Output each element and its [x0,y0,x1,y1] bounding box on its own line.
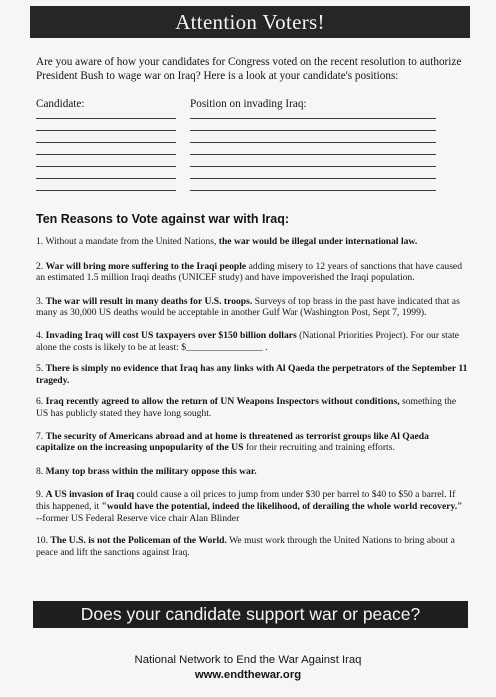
blank-line [190,142,436,143]
reason-number: 9. [36,489,44,501]
reason-text: for their recruiting and training efforts. [243,442,395,454]
blank-line [190,190,436,191]
blank-line [36,118,176,119]
intro-line-1: Are you aware of how your candidates for Congress voted on the recent resolution to authorize [36,56,462,68]
reason-number: 3. [36,295,44,307]
reason-text: could cause a oil prices to jump from under $30 per barrel to $40 to $50 a barrel. If this happened, it [36,489,456,512]
blank-line [190,118,436,119]
reasons-list [36,236,468,558]
title-banner [30,6,470,38]
reason-item [36,363,468,386]
reason-emphasis: Many top brass within the military oppose this war. [45,465,257,477]
reason-emphasis: War will bring more suffering to the Iraqi people [45,260,247,272]
blank-line [36,130,176,131]
reason-text: Surveys of top brass in the past have indicated that as many as 30,000 US deaths would be acceptable in another Gulf War (Washington Post, Sept 7, 1999). [36,295,460,319]
candidate-blanks [36,118,176,202]
reason-text: something the US has publicly stated they have long sought. [36,396,457,419]
reason-emphasis: Invading Iraq will cost US taxpayers over $150 billion dollars [45,329,297,341]
reason-item [36,236,468,248]
reason-emphasis: Iraq recently agreed to allow the return of UN Weapons Inspectors without conditions, [45,396,400,408]
reason-item [36,466,468,478]
reason-item [36,396,468,419]
reason-number: 8. [36,465,44,477]
reason-emphasis: The war will result in many deaths for U.S. troops. [45,295,253,307]
position-blanks [190,118,436,202]
reason-emphasis: "would have the potential, indeed the likelihood, of derailing the whole world recovery." [101,500,463,512]
position-label: Position on invading Iraq: [190,98,307,110]
blank-line [190,154,436,155]
reasons-heading: Ten Reasons to Vote against war with Iraq: [36,212,290,226]
reason-emphasis: the war would be illegal under international law. [218,236,418,247]
intro-line-2: President Bush to wage war on Iraq? Here is a look at your candidate's positions: [36,70,399,82]
cta-text: Does your candidate support war or peace? [80,604,421,624]
blank-line [190,178,436,179]
reason-number: 7. [36,430,44,442]
intro-paragraph [36,55,466,83]
reason-emphasis: The security of Americans abroad and at home is threatened as terrorist groups like Al Qaeda capitalize on the increasing unpopularity of the US [36,430,429,454]
cta-banner [33,601,468,628]
reason-number: 2. [36,260,44,272]
reason-item [36,535,468,558]
blank-line [36,178,176,179]
reason-number: 1. [36,236,44,247]
reason-item [36,261,468,284]
reason-item [36,489,468,524]
reason-number: 6. [36,396,44,408]
reason-text: (National Priorities Project). For our state alone the costs is likely to be at least: $________________ . [36,329,460,353]
reason-number: 4. [36,329,44,341]
reason-item [36,296,468,319]
blank-line [36,166,176,167]
reason-text: Without a mandate from the United Nations, [45,236,219,247]
reason-emphasis: The U.S. is not the Policeman of the World. [50,535,227,547]
blank-line [36,154,176,155]
reason-number: 10. [36,535,48,547]
blank-line [36,142,176,143]
reason-emphasis: A US invasion of Iraq [45,489,135,501]
page-title: Attention Voters! [175,9,325,34]
reason-number: 5. [36,363,44,375]
reason-item [36,330,468,353]
footer-url: www.endthewar.org [194,669,302,681]
reason-text: adding misery to 12 years of sanctions that have caused an estimated 1.5 million Iraqi deaths (UNICEF study) and have impoverished the Iraqi population. [36,260,462,284]
blank-line [36,190,176,191]
reason-text: --former US Federal Reserve vice chair Alan Blinder [36,512,240,524]
footer-organization: National Network to End the War Against Iraq [134,654,362,666]
blank-line [190,130,436,131]
blank-line [190,166,436,167]
reason-emphasis: There is simply no evidence that Iraq has any links with Al Qaeda the perpetrators of the September 11 tragedy. [36,363,468,386]
reason-text: We must work through the United Nations to bring about a peace and lift the sanctions against Iraq. [36,535,455,558]
reason-item [36,431,468,454]
candidate-label: Candidate: [36,98,85,110]
